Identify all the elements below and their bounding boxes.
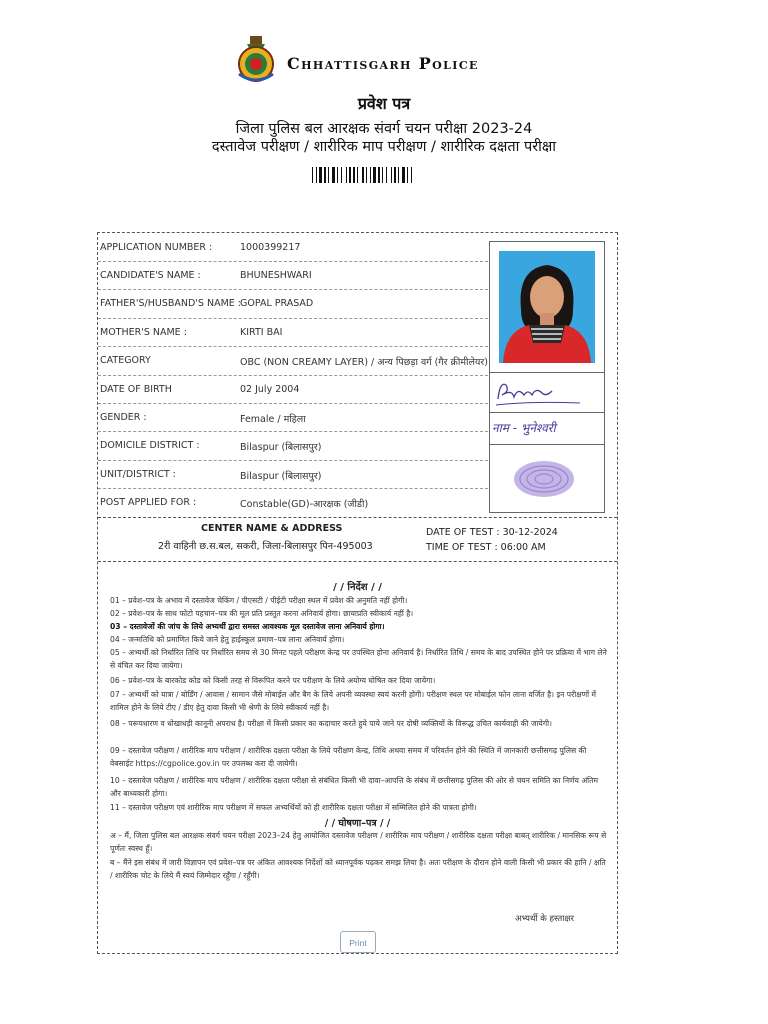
center-heading: CENTER NAME & ADDRESS (201, 523, 343, 534)
detail-value: Constable(GD)-आरक्षक (जीडी) (240, 499, 369, 510)
candidate-signature-label: अभ्यर्थी के हस्ताक्षर (515, 914, 574, 924)
declaration-title: / / घोषणा–पत्र / / (324, 818, 391, 829)
instruction-item: 07 – अभ्यर्थी को यात्रा / बोर्डिंग / आवास / सामान जैसे मोबाईल और बैग के लिये अपनी व्यवस्था स्वयं करनी होगी। परीक्षण स्थल पर मोबाईल फोन लाना वर्जित है। इन परीक्षणों में शामिल होने के लिये टीए / डीए हेतु दावा किसी भी श्रेणी के लिये स्वीकार्य नहीं है। (110, 690, 597, 712)
instruction-item: 08 – परूपधारण व धोखाधड़ी कानूनी अपराध है। परीक्षा में किसी प्रकार का कदाचार करते हुये पाये जाने पर दोषी व्यक्तियों के विरूद्ध उचित कार्यवाही की जायेगी। (110, 719, 552, 728)
detail-row (98, 233, 488, 261)
exam-name: जिला पुलिस बल आरक्षक संवर्ग चयन परीक्षा 2023-24 (235, 121, 533, 137)
detail-value: OBC (NON CREAMY LAYER) / अन्य पिछड़ा वर्ग (गैर क्रीमीलेयर) (240, 357, 488, 368)
detail-row (98, 346, 488, 374)
admit-card-title: प्रवेश पत्र (357, 94, 411, 113)
detail-label: UNIT/DISTRICT : (100, 469, 176, 480)
declaration-item: अ – मैं, जिला पुलिस बल आरक्षक संवर्ग चयन परीक्षा 2023–24 हेतु आयोजित दस्तावेज परीक्षण / शारीरिक माप परीक्षण / शारीरिक दक्षता परीक्षा बाबत् शारीरिक / मानसिक रूप से पूर्णतः स्वस्थ हूँ। (110, 831, 607, 853)
detail-label: POST APPLIED FOR : (100, 497, 197, 508)
detail-value: GOPAL PRASAD (240, 298, 314, 309)
detail-row (98, 488, 488, 516)
detail-label: APPLICATION NUMBER : (100, 242, 213, 253)
detail-value: BHUNESHWARI (240, 270, 312, 281)
detail-value: Bilaspur (बिलासपुर) (240, 442, 322, 453)
detail-label: FATHER'S/HUSBAND'S NAME : (100, 298, 241, 309)
detail-row (98, 261, 488, 289)
test-date: DATE OF TEST : 30-12-2024 (426, 527, 558, 538)
detail-row (98, 403, 488, 431)
detail-value: 02 July 2004 (240, 384, 300, 395)
detail-label: MOTHER'S NAME : (100, 327, 187, 338)
instruction-item: 03 – दस्तावेजों की जांच के लिये अभ्यर्थी द्वारा समस्त आवश्यक मूल दस्तावेज लाना अनिवार्य होगा। (110, 622, 385, 631)
detail-label: DATE OF BIRTH (100, 384, 172, 395)
handwritten-name-box (489, 413, 605, 445)
handwritten-name: नाम - भुनेश्वरी (492, 421, 556, 435)
signature-box (489, 373, 605, 413)
instruction-item: 09 – दस्तावेज परीक्षण / शारीरिक माप परीक्षण / शारीरिक दक्षता परीक्षा के लिये परीक्षण केन्द्र, तिथि अथवा समय में परिवर्तन होने की स्थिति में जानकारी छत्तीसगढ़ पुलिस की वेबसाईट https://cgpolice.gov.in पर उपलब्ध करा दी जायेगी। (110, 746, 587, 768)
detail-row (98, 289, 488, 317)
candidate-details (98, 233, 488, 518)
detail-row (98, 375, 488, 403)
detail-row (98, 431, 488, 459)
detail-label: DOMICILE DISTRICT : (100, 440, 200, 451)
brand-name: Chhattisgarh Police (287, 54, 479, 73)
candidate-photo (499, 251, 595, 363)
police-emblem-icon (233, 34, 279, 84)
detail-row (98, 318, 488, 346)
detail-label: GENDER : (100, 412, 147, 423)
detail-value: KIRTI BAI (240, 327, 283, 338)
thumbprint-icon (490, 445, 604, 511)
instruction-item: 05 – अभ्यर्थी को निर्धारित तिथि पर निर्धारित समय से 30 मिनट पहले परीक्षण केन्द्र पर उपस्थित होना अनिवार्य है। निर्धारित तिथि / समय के बाद उपस्थित होने पर प्रक्रिया में भाग लेने से वंचित कर दिया जायेगा। (110, 648, 607, 670)
instruction-item: 01 – प्रवेश–पत्र के अभाव में दस्तावेज चेकिंग / पीएसटी / पीईटी परीक्षा स्थल में प्रवेश की अनुमति नहीं होगी। (110, 596, 408, 605)
thumb-impression-box (489, 445, 605, 513)
instruction-item: 04 – जन्मतिथि को प्रमाणित किये जाने हेतु हाईस्कूल प्रमाण–पत्र लाना अनिवार्य होगा। (110, 635, 345, 644)
detail-row (98, 460, 488, 488)
instructions-title: / / निर्देश / / (333, 582, 382, 593)
page-header (0, 34, 768, 86)
barcode (312, 167, 457, 183)
instruction-item: 06 – प्रवेश–पत्र के बारकोड कोड को किसी तरह से विरूपित करने पर परीक्षण के लिये अयोग्य घोषित कर दिया जायेगा। (110, 676, 436, 685)
detail-value: Bilaspur (बिलासपुर) (240, 471, 322, 482)
instruction-item: 02 – प्रवेश–पत्र के साथ फोटो पहचान–पत्र की मूल प्रति प्रस्तुत करना अनिवार्य होगा। छायाप्रति स्वीकार्य नहीं है। (110, 609, 414, 618)
detail-value: Female / महिला (240, 414, 306, 425)
declaration-item: ब – मैंने इस संबंध में जारी विज्ञापन एवं प्रवेश–पत्र पर अंकित आवश्यक निर्देशों को ध्यानपूर्वक पढ़कर समझ लिया है। अतः परीक्षण के दौरान होने वाली किसी भी प्रकार की हानि / क्षति / शारीरिक चोट के लिये मैं स्वयं जिम्मेदार रहूँगा / रहूँगी। (110, 858, 606, 880)
detail-label: CANDIDATE'S NAME : (100, 270, 201, 281)
signature-icon (490, 373, 604, 411)
test-time: TIME OF TEST : 06:00 AM (426, 542, 546, 553)
admit-card (97, 232, 618, 954)
instruction-item: 11 – दस्तावेज परीक्षण एवं शारीरिक माप परीक्षण में सफल अभ्यर्थियों को ही शारीरिक दक्षता परीक्षा में सम्मिलित होने की पात्रता होगी। (110, 803, 477, 812)
detail-value: 1000399217 (240, 242, 301, 253)
instruction-item: 10 – दस्तावेज परीक्षण / शारीरिक माप परीक्षण / शारीरिक दक्षता परीक्षा से संबंधित किसी भी दावा–आपत्ति के संबंध में छत्तीसगढ़ पुलिस की ओर से चयन समिति का निर्णय अंतिम और बाध्यकारी होगा। (110, 776, 598, 798)
photo-frame (489, 241, 605, 373)
center-address: 2री वाहिनी छ.स.बल, सकरी, जिला-बिलासपुर पिन-495003 (158, 541, 373, 552)
print-button[interactable]: Print (340, 931, 376, 953)
exam-stages: दस्तावेज परीक्षण / शारीरिक माप परीक्षण / शारीरिक दक्षता परीक्षा (211, 139, 557, 155)
detail-label: CATEGORY (100, 355, 151, 366)
